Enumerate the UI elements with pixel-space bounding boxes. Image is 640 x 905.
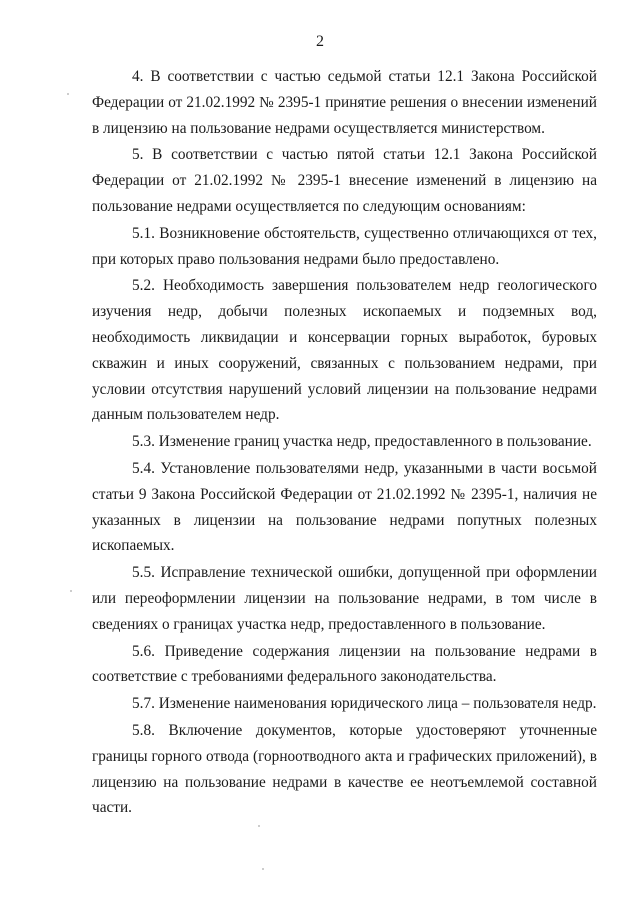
paragraph-5-3: 5.3. Изменение границ участка недр, предоставленного в пользование.	[132, 433, 592, 451]
scan-speck	[70, 590, 72, 592]
paragraph-5: 5. В соответствии с частью пятой статьи 12.1 Закона Российской Федерации от 21.02.1992 № 2395-1 внесение изменений в лицензию на пользование недрами осуществляется по следующим основаниям:	[92, 146, 597, 215]
paragraph-5-4: 5.4. Установление пользователями недр, указанными в части восьмой статьи 9 Закона Российской Федерации от 21.02.1992 № 2395-1, наличия не указанных в лицензии на пользование недрами попутных полезных ископаемых.	[92, 459, 597, 555]
scan-speck	[67, 93, 69, 95]
paragraph-5-5: 5.5. Исправление технической ошибки, допущенной при оформлении или переоформлении лицензии на пользование недрами, в том числе в сведениях о границах участка недр, предоставленного в пользование.	[92, 564, 597, 633]
paragraph-4: 4. В соответствии с частью седьмой статьи 12.1 Закона Российской Федерации от 21.02.1992 № 2395-1 принятие решения о внесении изменений в лицензию на пользование недрами осуществляется министерством.	[92, 68, 597, 137]
page-number: 2	[316, 33, 324, 50]
paragraph-5-6: 5.6. Приведение содержания лицензии на пользование недрами в соответствие с требованиями федерального законодательства.	[92, 642, 597, 686]
paragraph-5-1: 5.1. Возникновение обстоятельств, существенно отличающихся от тех, при которых право пользования недрами было предоставлено.	[92, 224, 597, 268]
paragraph-5-7: 5.7. Изменение наименования юридического лица – пользователя недр.	[132, 695, 597, 713]
paragraph-5-2: 5.2. Необходимость завершения пользователем недр геологического изучения недр, добычи полезных ископаемых и подземных вод, необходимость ликвидации и консервации горных выработок, буровых скважин и иных сооружений, связанных с пользованием недрами, при условии отсутствия нарушений условий лицензии на пользование недрами данным пользователем недр.	[92, 277, 597, 424]
document-body	[92, 64, 597, 821]
scan-speck	[262, 868, 264, 870]
scan-speck	[258, 825, 260, 827]
paragraph-5-8: 5.8. Включение документов, которые удостоверяют уточненные границы горного отвода (горноотводного акта и графических приложений), в лицензию на пользование недрами в качестве ее неотъемлемой составной части.	[92, 721, 597, 817]
